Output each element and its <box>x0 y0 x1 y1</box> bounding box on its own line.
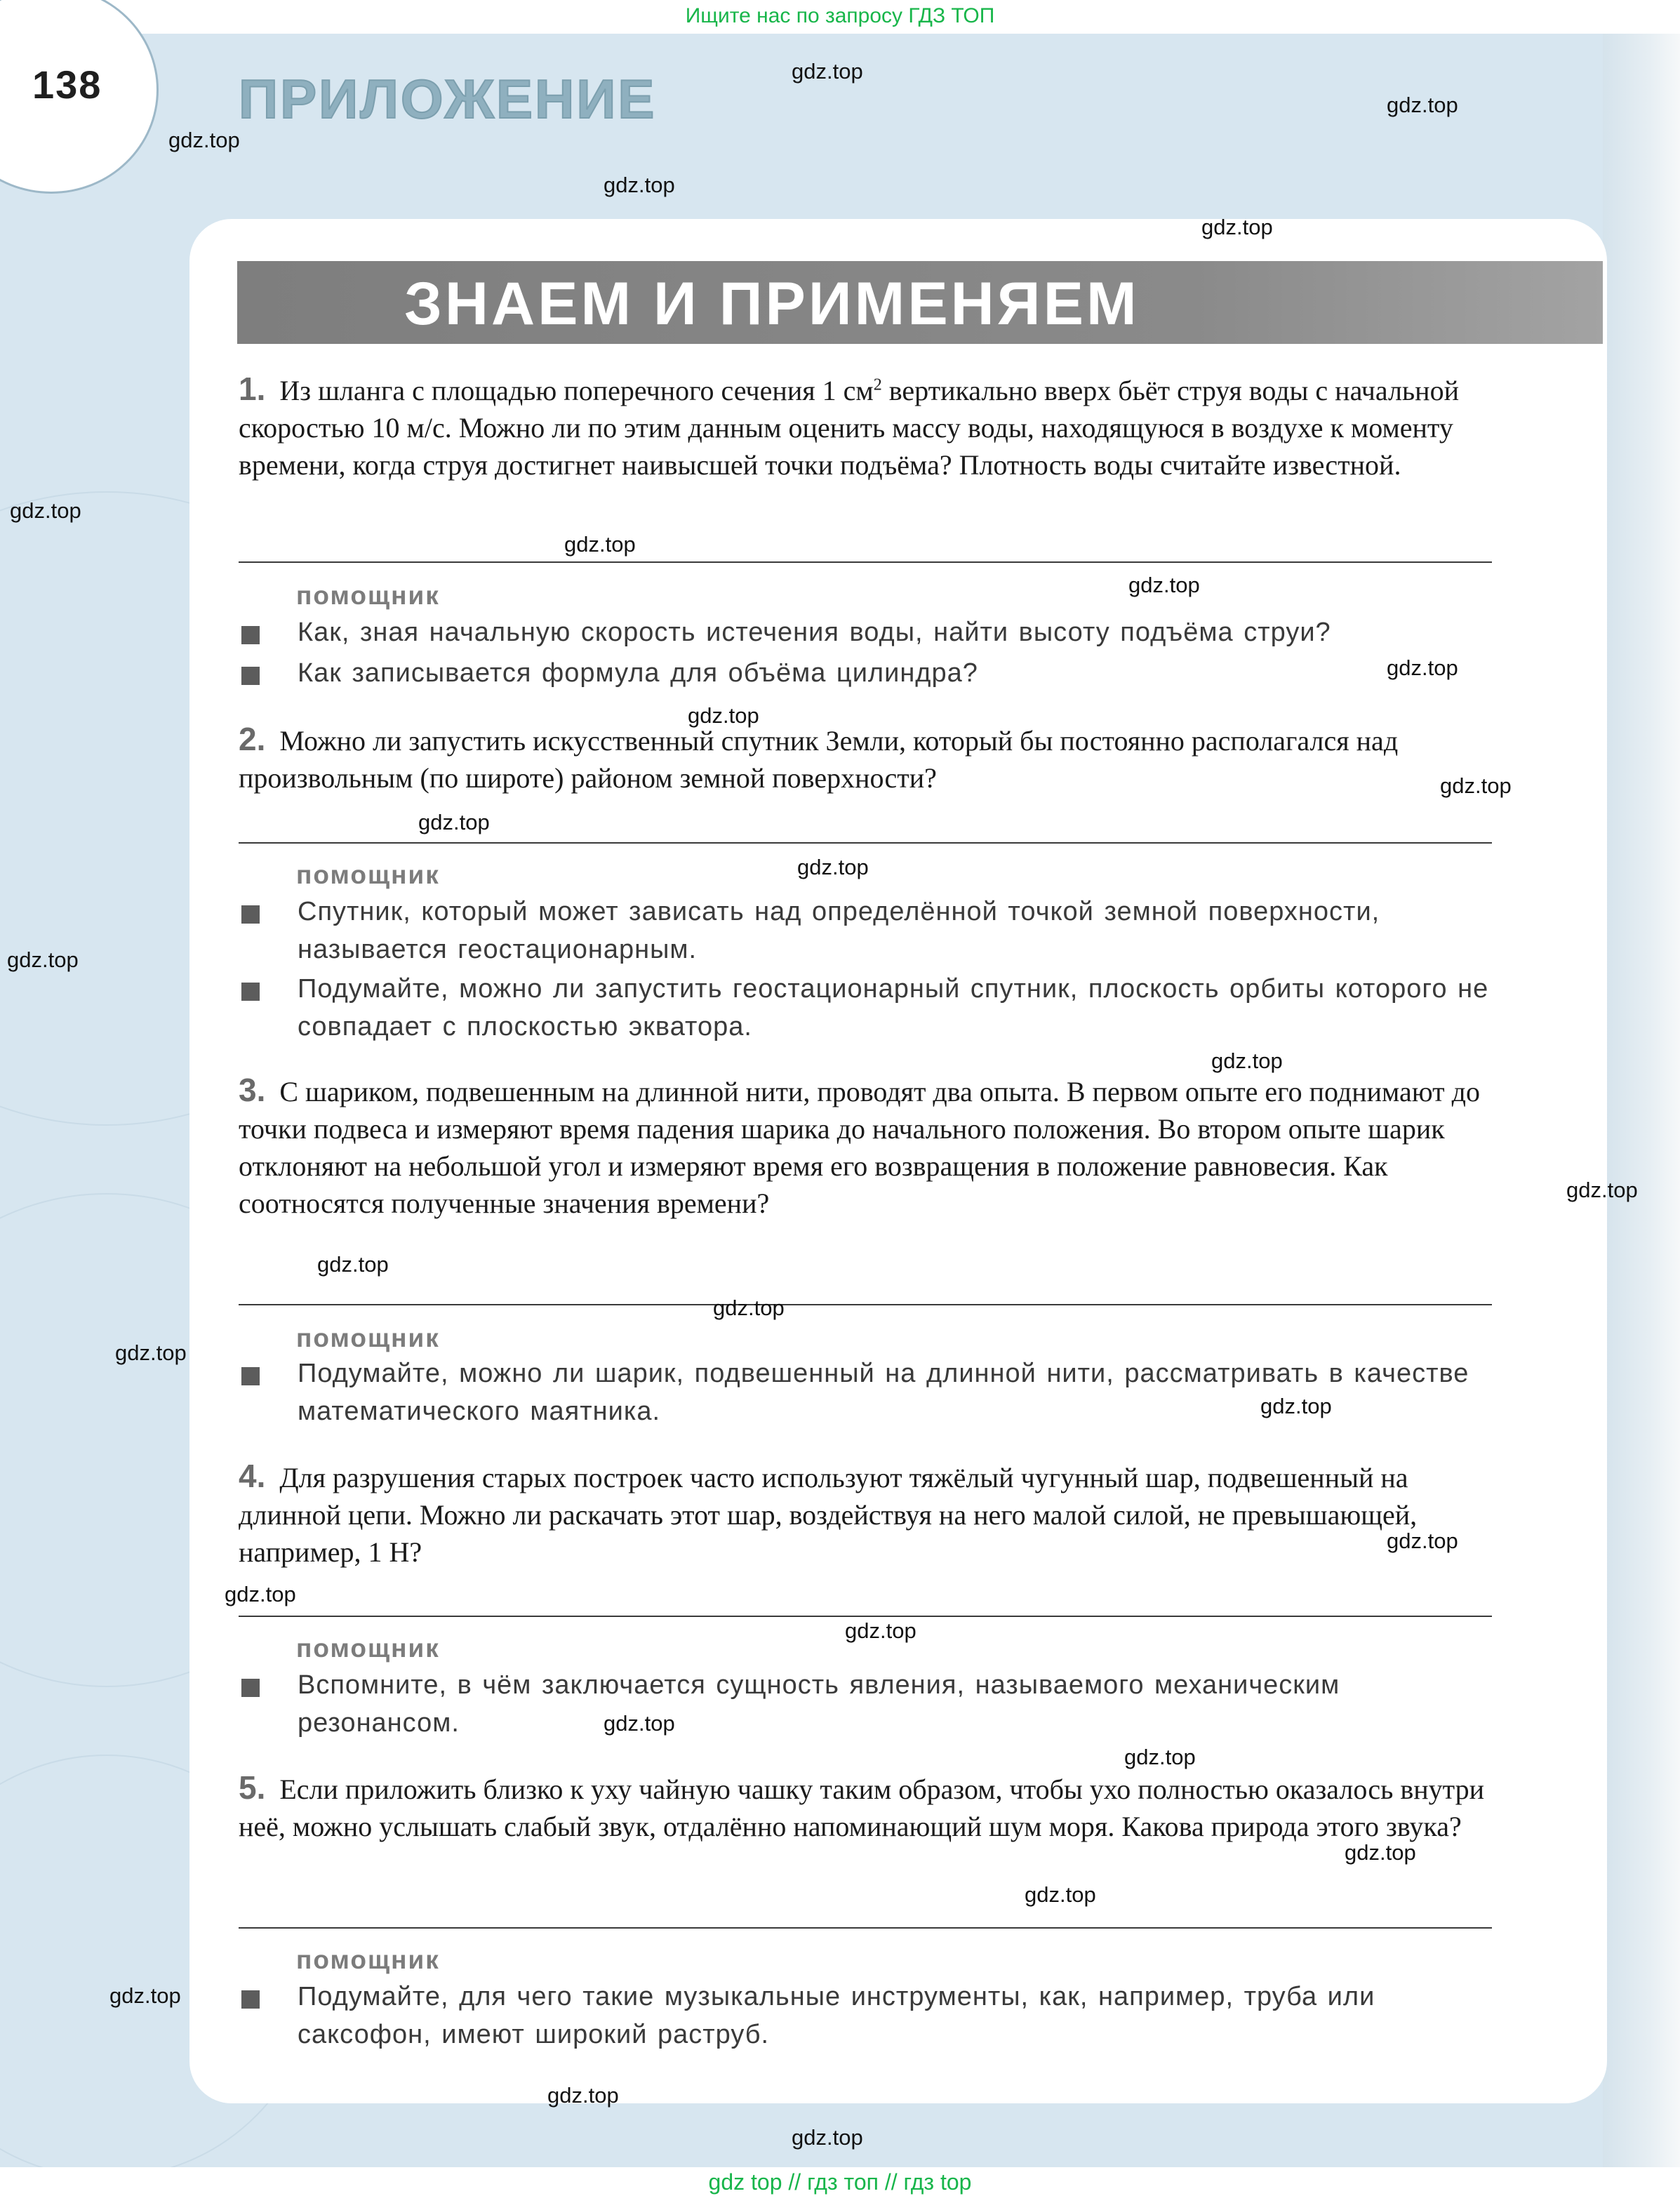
watermark: gdz.top <box>10 498 81 523</box>
bullet-square-icon <box>241 667 260 685</box>
helper-label: помощник <box>296 1324 440 1352</box>
page-number: 138 <box>32 62 102 107</box>
helper-label: помощник <box>296 860 440 889</box>
top-banner: Ищите нас по запросу ГДЗ ТОП <box>0 0 1680 34</box>
watermark: gdz.top <box>1201 215 1273 239</box>
watermark: gdz.top <box>418 810 490 834</box>
task-number: 1. <box>239 371 266 408</box>
divider <box>239 1304 1492 1305</box>
bullet-square-icon <box>241 1679 260 1697</box>
watermark: gdz.top <box>564 532 636 557</box>
watermark: gdz.top <box>1566 1178 1638 1202</box>
watermark: gdz.top <box>1211 1049 1283 1073</box>
task-4 <box>239 1458 1502 1571</box>
watermark: gdz.top <box>1387 93 1458 117</box>
watermark: gdz.top <box>1387 1529 1458 1553</box>
watermark: gdz.top <box>713 1296 785 1320</box>
watermark: gdz.top <box>1387 655 1458 680</box>
task-text: Если приложить близко к уху чайную чашку таким образом, чтобы ухо полностью оказалось внутри неё, можно услышать слабый звук, отдалённо напоминающий шум моря. Какова природа этого звука? <box>239 1773 1484 1842</box>
helper-label: помощник <box>296 1945 440 1974</box>
divider <box>239 561 1492 563</box>
divider <box>239 1616 1492 1617</box>
hint-item: Подумайте, для чего такие музыкальные инструменты, как, например, труба или саксофон, имеют широкий раструб. <box>241 1978 1498 2054</box>
hint-item: Вспомните, в чём заключается сущность явления, называемого механическим резонансом. <box>241 1666 1498 1742</box>
helper-label: помощник <box>296 1634 440 1663</box>
watermark: gdz.top <box>1128 573 1200 597</box>
task-text: Для разрушения старых построек часто используют тяжёлый чугунный шар, подвешенный на длинной цепи. Можно ли раскачать этот шар, воздействуя на него малой силой, не превышающей, например, 1 Н? <box>239 1462 1418 1568</box>
bullet-square-icon <box>241 905 260 924</box>
watermark: gdz.top <box>604 173 675 197</box>
hint-item: Как, зная начальную скорость истечения воды, найти высоту подъёма струи? <box>241 613 1498 651</box>
bullet-square-icon <box>241 1367 260 1385</box>
bullet-square-icon <box>241 1990 260 2009</box>
footer-banner: gdz top // гдз топ // гдз top <box>0 2167 1680 2203</box>
divider <box>239 842 1492 844</box>
task-number: 2. <box>239 721 266 757</box>
helper-label: помощник <box>296 581 440 610</box>
task-1 <box>239 367 1502 484</box>
watermark: gdz.top <box>547 2083 619 2108</box>
watermark: gdz.top <box>225 1582 296 1606</box>
watermark: gdz.top <box>1345 1840 1416 1865</box>
section-title: ЗНАЕМ И ПРИМЕНЯЕМ <box>404 270 1140 338</box>
watermark: gdz.top <box>688 703 759 728</box>
watermark: gdz.top <box>1124 1745 1196 1769</box>
page-spine-shadow <box>1603 34 1680 2167</box>
watermark: gdz.top <box>604 1711 675 1736</box>
task-2 <box>239 721 1502 797</box>
task-text: Из шланга с площадью поперечного сечения 1 $см^2$ вертикально вверх бьёт струя воды с начальной скоростью 10 м/с. Можно ли по этим данным оценить массу воды, находящуюся в воздухе к моменту времени, когда струя достигнет наивысшей точки подъёма? Плотность воды считайте известной. <box>239 375 1459 481</box>
task-number: 4. <box>239 1458 266 1494</box>
task-number: 5. <box>239 1769 266 1806</box>
task-text: Можно ли запустить искусственный спутник Земли, который бы постоянно располагался над произвольным (по широте) районом земной поверхности? <box>239 725 1399 794</box>
bullet-square-icon <box>241 983 260 1001</box>
watermark: gdz.top <box>109 1983 181 2008</box>
task-5 <box>239 1769 1502 1845</box>
watermark: gdz.top <box>797 855 869 879</box>
watermark: gdz.top <box>317 1252 389 1277</box>
bullet-square-icon <box>241 626 260 644</box>
watermark: gdz.top <box>792 2125 863 2150</box>
watermark: gdz.top <box>168 128 240 152</box>
hint-item: Спутник, который может зависать над определённой точкой земной поверхности, называется геостационарным. <box>241 893 1498 969</box>
task-number: 3. <box>239 1072 266 1108</box>
hint-item: Подумайте, можно ли запустить геостационарный спутник, плоскость орбиты которого не совпадает с плоскостью экватора. <box>241 970 1498 1046</box>
watermark: gdz.top <box>1025 1882 1096 1907</box>
hint-item: Подумайте, можно ли шарик, подвешенный на длинной нити, рассматривать в качестве математического маятника. <box>241 1355 1498 1430</box>
appendix-title: ПРИЛОЖЕНИЕ <box>239 68 657 130</box>
divider <box>239 1927 1492 1929</box>
task-text: С шариком, подвешенным на длинной нити, проводят два опыта. В первом опыте его поднимают до точки подвеса и измеряют время падения шарика до начального положения. Во втором опыте шарик отклоняют на небольшой угол и измеряют время его возвращения в положение равновесия. Как соотносятся полученные значения времени? <box>239 1076 1480 1219</box>
watermark: gdz.top <box>1260 1394 1332 1418</box>
watermark: gdz.top <box>1440 773 1512 798</box>
hint-item: Как записывается формула для объёма цилиндра? <box>241 654 1498 692</box>
watermark: gdz.top <box>845 1618 916 1643</box>
task-3 <box>239 1072 1502 1222</box>
watermark: gdz.top <box>792 59 863 84</box>
watermark: gdz.top <box>7 947 79 972</box>
watermark: gdz.top <box>115 1340 187 1365</box>
